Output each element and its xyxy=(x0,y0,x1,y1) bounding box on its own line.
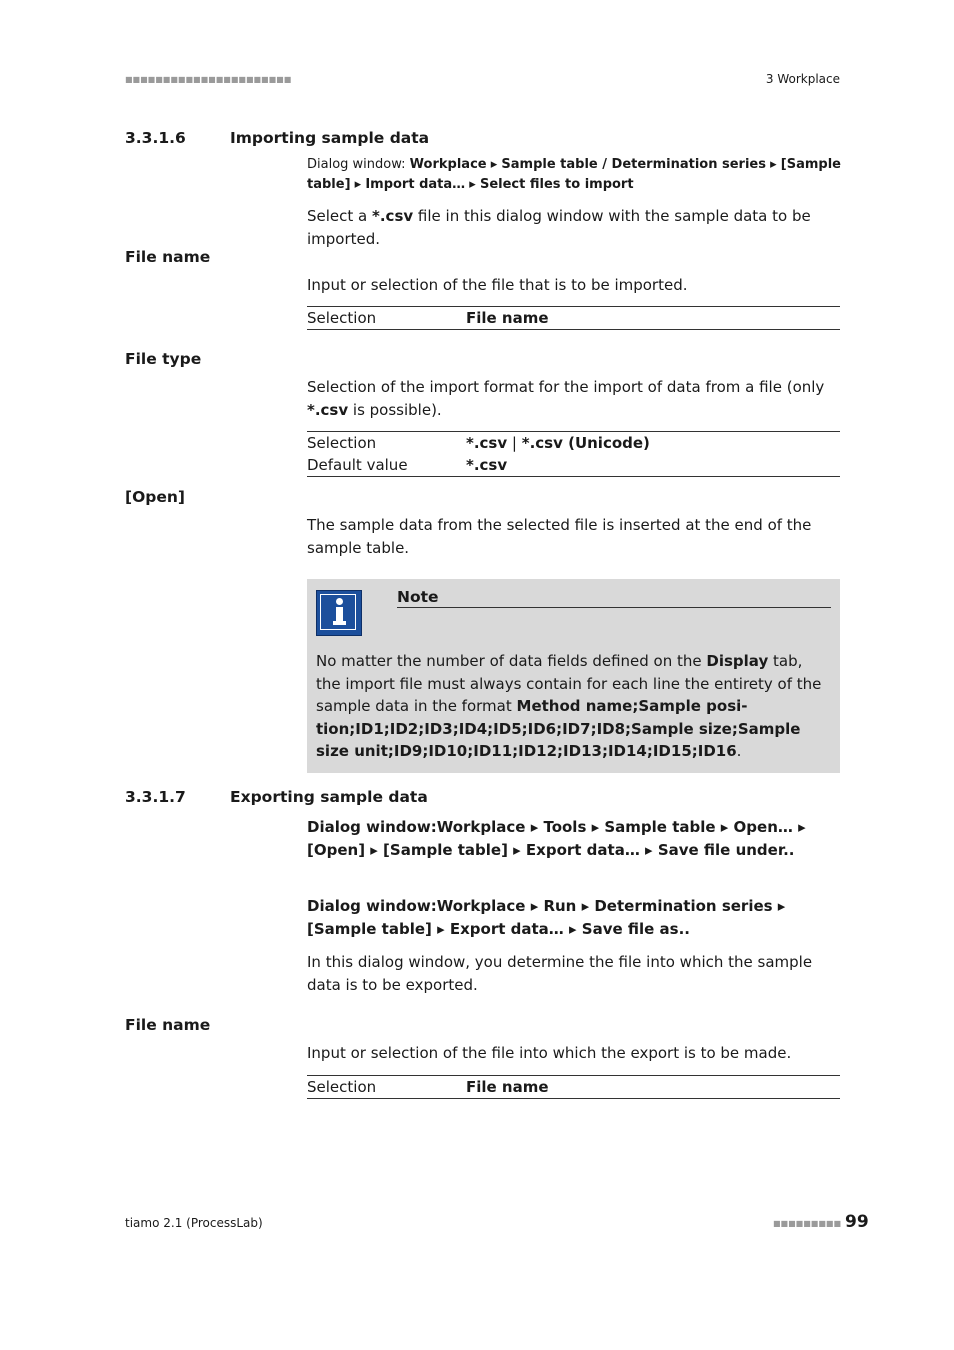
field-label-file-type: File type xyxy=(125,350,202,368)
header-decoration: ■■■■■■■■■■■■■■■■■■■■■■ xyxy=(125,75,292,84)
footer-decoration: ■■■■■■■■■ xyxy=(773,1219,842,1228)
table-key: Default value xyxy=(307,456,408,474)
table-value: *.csv xyxy=(466,456,508,474)
table-value: File name xyxy=(466,309,549,327)
field-description: Input or selection of the file that is to be imported. xyxy=(307,276,688,294)
section-intro: Select a *.csv file in this dialog window with the sample data to be imported. xyxy=(307,207,811,248)
info-icon xyxy=(316,590,362,636)
field-description: Input or selection of the file into which the export is to be made. xyxy=(307,1044,792,1062)
section-number: 3.3.1.6 xyxy=(125,129,186,147)
section-title: Importing sample data xyxy=(230,129,430,147)
dialog-path: Dialog window: Workplace ▸ Sample table / Determination series ▸ [Sample table] ▸ Import data… ▸ Select files to import xyxy=(307,157,841,192)
section-title: Exporting sample data xyxy=(230,788,428,806)
parameter-table xyxy=(307,1075,840,1099)
path-item: Sample table / Determination series xyxy=(501,157,766,172)
section-number: 3.3.1.7 xyxy=(125,788,186,806)
field-description: Selection of the import format for the import of data from a file (only *.csv is possible). xyxy=(307,378,825,419)
section-intro: In this dialog window, you determine the file into which the sample data is to be exported. xyxy=(307,953,813,994)
dialog-path: Dialog window:Workplace ▸ Tools ▸ Sample table ▸ Open… ▸ [Open] ▸ [Sample table] ▸ Export data… ▸ Save file under.. xyxy=(307,818,806,859)
field-description: The sample data from the selected file is inserted at the end of the sample table. xyxy=(307,516,812,557)
path-item: Select files to import xyxy=(479,177,634,192)
table-key: Selection xyxy=(307,1078,377,1096)
table-key: Selection xyxy=(307,309,377,327)
section-heading xyxy=(125,129,429,147)
parameter-table xyxy=(307,431,840,477)
note-box xyxy=(307,579,840,773)
path-prefix: Dialog window: xyxy=(307,157,410,172)
note-title: Note xyxy=(397,588,831,608)
path-item: Workplace xyxy=(409,157,487,172)
chapter-header: 3 Workplace xyxy=(765,72,840,86)
parameter-table xyxy=(307,306,840,330)
table-value: *.csv | *.csv (Unicode) xyxy=(466,434,650,452)
field-label-file-name: File name xyxy=(125,248,211,266)
page-number: 99 xyxy=(845,1212,869,1232)
table-key: Selection xyxy=(307,434,377,452)
table-value: File name xyxy=(466,1078,549,1096)
section-heading xyxy=(125,788,428,806)
footer-product: tiamo 2.1 (ProcessLab) xyxy=(125,1216,263,1230)
dialog-path: Dialog window:Workplace ▸ Run ▸ Determination series ▸ [Sample table] ▸ Export data… ▸ Save file as.. xyxy=(307,897,786,938)
path-item: [Sample table] xyxy=(307,157,841,192)
path-item: Import data… xyxy=(365,177,466,192)
field-label-open: [Open] xyxy=(125,488,185,506)
note-text: No matter the number of data fields defined on the Display tab, the import file must always contain for each line the entirety of the sample data in the format Method name;Sample position;ID1;ID2;ID3;ID4;ID5;ID6;ID7;ID8;Sample size;Sample size unit;ID9;ID10;ID11;ID12;ID13;ID14;ID15;ID16. xyxy=(316,652,822,760)
field-label-file-name: File name xyxy=(125,1016,211,1034)
